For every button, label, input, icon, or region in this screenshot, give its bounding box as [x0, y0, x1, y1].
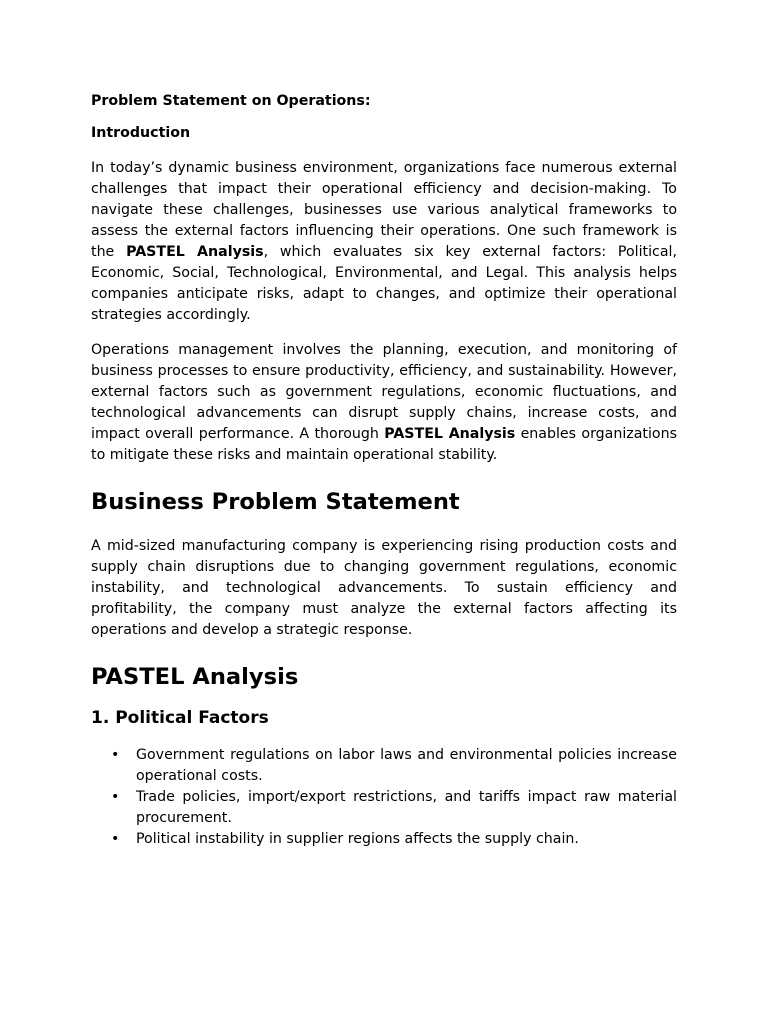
- list-item: [91, 787, 677, 829]
- political-factors-heading: 1. Political Factors: [91, 708, 269, 728]
- introduction-paragraph: [91, 158, 677, 326]
- intro-pastel-term: PASTEL Analysis: [126, 244, 264, 260]
- document-title: Problem Statement on Operations:: [91, 93, 371, 109]
- intro-text-segment: In today’s dynamic business environment, organizations face numerous external challenges that impact their operational efficiency and decision-making. To navigate these challenges, businesses use various analytical frameworks to assess the external factors influencing their operations. One such framework is the: [91, 160, 677, 260]
- list-item: [91, 745, 677, 787]
- document-body: [91, 90, 677, 850]
- intro-text-segment: , which evaluates six key external factors: Political, Economic, Social, Technological, Environmental, and Legal. This analysis helps companies anticipate risks, adapt to changes, and optimize their operational strategies accordingly.: [91, 244, 677, 323]
- operations-paragraph: [91, 340, 677, 466]
- list-item-text: Political instability in supplier regions affects the supply chain.: [136, 831, 579, 847]
- bullet-icon: •: [111, 747, 120, 763]
- business-problem-paragraph: A mid-sized manufacturing company is experiencing rising production costs and supply chain disruptions due to changing government regulations, economic instability, and technological advancements. To sustain efficiency and profitability, the company must analyze the external factors affecting its operations and develop a strategic response.: [91, 538, 677, 638]
- business-problem-heading: Business Problem Statement: [91, 489, 460, 515]
- operations-pastel-term: PASTEL Analysis: [384, 426, 516, 442]
- list-item-text: Government regulations on labor laws and environmental policies increase operational costs.: [136, 747, 677, 784]
- political-factors-list: [91, 745, 677, 850]
- bullet-icon: •: [111, 831, 120, 847]
- list-item: [91, 829, 677, 850]
- operations-text-segment: Operations management involves the planning, execution, and monitoring of business processes to ensure productivity, efficiency, and sustainability. However, external factors such as government regulations, economic fluctuations, and technological advancements can disrupt supply chains, increase costs, and impact overall performance. A thorough: [91, 342, 677, 442]
- pastel-analysis-heading: PASTEL Analysis: [91, 664, 299, 690]
- bullet-icon: •: [111, 789, 120, 805]
- operations-text-segment: enables organizations to mitigate these risks and maintain operational stability.: [91, 426, 677, 463]
- list-item-text: Trade policies, import/export restrictions, and tariffs impact raw material procurement.: [136, 789, 677, 826]
- introduction-label: Introduction: [91, 125, 191, 141]
